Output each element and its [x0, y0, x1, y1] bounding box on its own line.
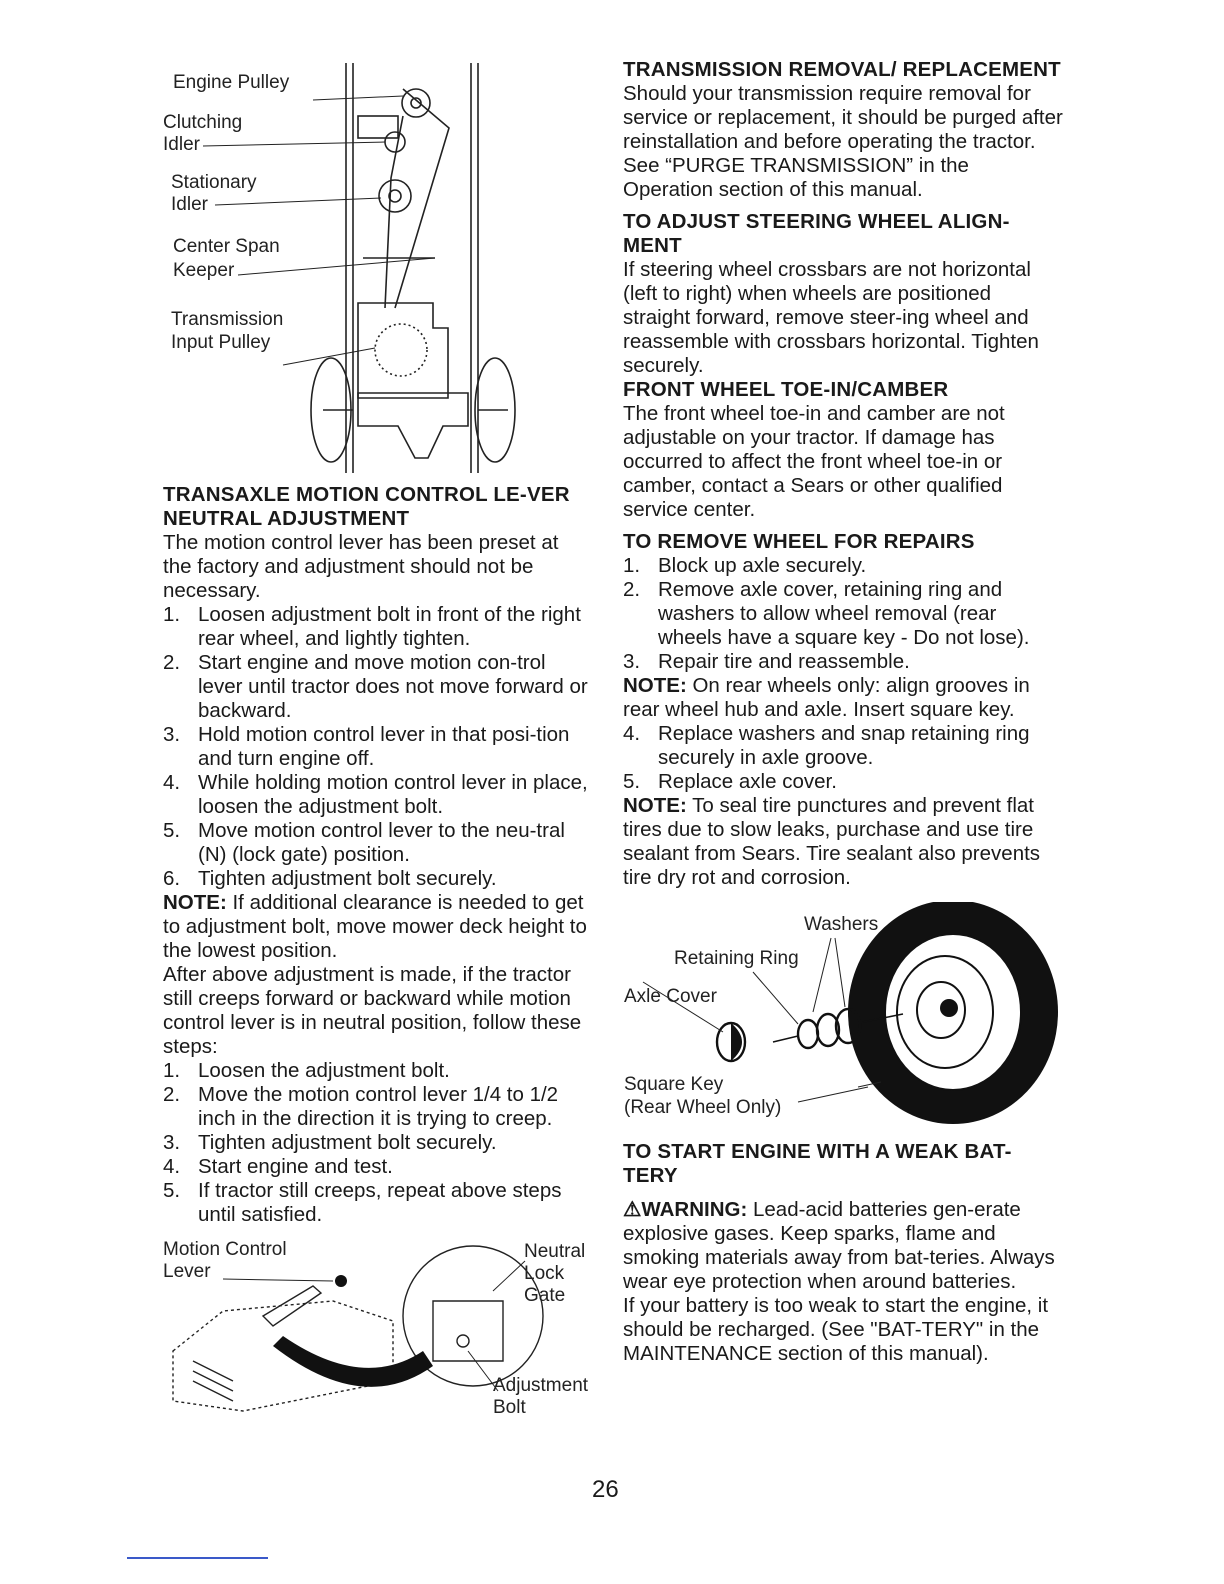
label-stationary: Stationary — [171, 172, 257, 193]
label-center-span: Center Span — [173, 236, 280, 257]
label-bolt: Bolt — [493, 1397, 526, 1418]
list-item: 4. Start engine and test. — [163, 1155, 393, 1178]
pulley-diagram — [163, 58, 588, 473]
label-input-pulley: Input Pulley — [171, 332, 271, 353]
remove-wheel-steps — [623, 554, 1063, 674]
transaxle-intro: The motion control lever has been preset at the factory and adjustment should not be necessary. — [163, 531, 559, 602]
page-number: 26 — [592, 1476, 619, 1503]
list-item: 3. Repair tire and reassemble. — [623, 650, 910, 673]
label-clutching: Clutching — [163, 112, 243, 133]
list-item: 1. Block up axle securely. — [623, 554, 867, 577]
list-item: 5. Replace axle cover. — [623, 770, 837, 793]
list-item: 6. Tighten adjustment bolt securely. — [163, 867, 497, 890]
list-item: 1. Loosen the adjustment bolt. — [163, 1059, 450, 1082]
label-lever: Lever — [163, 1261, 211, 1282]
bottom-divider — [127, 1557, 268, 1559]
remove-wheel-steps-b — [623, 722, 1063, 794]
wheel-diagram — [623, 902, 1063, 1132]
steering-text: If steering wheel crossbars are not horizontal (left to right) when wheels are positioned straight forward, remove steer-ing wheel and reassemble with crossbars horizontal. Tighten securely. — [623, 258, 1039, 377]
label-retaining-ring: Retaining Ring — [674, 948, 799, 969]
transmission-heading: TRANSMISSION REMOVAL/ REPLACEMENT — [623, 58, 1061, 81]
label-gate: Gate — [524, 1285, 566, 1306]
right-column — [623, 58, 1063, 1366]
weak-battery-text: If your battery is too weak to start the engine, it should be recharged. (See "BAT-TERY" in the MAINTENANCE section of this manual). — [623, 1294, 1049, 1365]
list-item: 2. Start engine and move motion con-trol lever until tractor does not move forward or backward. — [163, 651, 588, 722]
list-item: 4. Replace washers and snap retaining ring securely in axle groove. — [623, 722, 1030, 769]
toe-in-text: The front wheel toe-in and camber are not adjustable on your tractor. If damage has occurred to affect the front wheel toe-in or camber, contact a Sears or other qualified service center. — [623, 402, 1005, 521]
transaxle-note: NOTE: If additional clearance is needed to get to adjustment bolt, move mower deck height to the lowest position. — [163, 891, 587, 962]
label-washers: Washers — [804, 914, 879, 935]
list-item: 4. While holding motion control lever in place, loosen the adjustment bolt. — [163, 771, 588, 818]
list-item: 1. Loosen adjustment bolt in front of the right rear wheel, and lightly tighten. — [163, 603, 581, 650]
list-item: 3. Hold motion control lever in that posi-tion and turn engine off. — [163, 723, 570, 770]
toe-in-heading: FRONT WHEEL TOE-IN/CAMBER — [623, 378, 949, 401]
label-idler-1: Idler — [163, 134, 200, 155]
list-item: 5. Move motion control lever to the neu-tral (N) (lock gate) position. — [163, 819, 565, 866]
label-axle-cover: Axle Cover — [624, 986, 717, 1007]
list-item: 2. Move the motion control lever 1/4 to 1/2 inch in the direction it is trying to creep. — [163, 1083, 559, 1130]
transaxle-steps-2 — [163, 1059, 588, 1227]
list-item: 3. Tighten adjustment bolt securely. — [163, 1131, 497, 1154]
transaxle-steps — [163, 603, 588, 891]
warning-icon: ⚠ — [623, 1198, 642, 1221]
label-motion-control: Motion Control — [163, 1239, 287, 1260]
transaxle-heading: TRANSAXLE MOTION CONTROL LE-VER NEUTRAL ADJUSTMENT — [163, 483, 570, 530]
label-rear-wheel-only: (Rear Wheel Only) — [624, 1097, 782, 1118]
label-lock: Lock — [524, 1263, 565, 1284]
list-item: 2. Remove axle cover, retaining ring and washers to allow wheel removal (rear wheels have a square key - Do not lose). — [623, 578, 1030, 649]
label-engine-pulley: Engine Pulley — [173, 72, 290, 93]
weak-battery-heading: TO START ENGINE WITH A WEAK BAT-TERY — [623, 1140, 1012, 1187]
steering-heading: TO ADJUST STEERING WHEEL ALIGN-MENT — [623, 210, 1010, 257]
remove-wheel-note-2: NOTE: To seal tire punctures and prevent flat tires due to slow leaks, purchase and use tire sealant from Sears. Tire sealant also prevents tire dry rot and corrosion. — [623, 794, 1041, 889]
label-transmission: Transmission — [171, 309, 284, 330]
remove-wheel-heading: TO REMOVE WHEEL FOR REPAIRS — [623, 530, 975, 553]
label-neutral: Neutral — [524, 1241, 586, 1262]
motion-lever-diagram — [163, 1241, 603, 1431]
label-idler-2: Idler — [171, 194, 208, 215]
label-adjustment: Adjustment — [493, 1375, 589, 1396]
list-item: 5. If tractor still creeps, repeat above steps until satisfied. — [163, 1179, 562, 1226]
transaxle-after: After above adjustment is made, if the tractor still creeps forward or backward while motion control lever is in neutral position, follow these steps: — [163, 963, 582, 1058]
label-keeper: Keeper — [173, 260, 235, 281]
weak-battery-warning: ⚠WARNING: Lead-acid batteries gen-erate explosive gases. Keep sparks, flame and smoking materials away from bat-teries. Always wear eye protection when around batteries. — [623, 1198, 1055, 1293]
label-square-key: Square Key — [624, 1074, 724, 1095]
remove-wheel-note-1: NOTE: On rear wheels only: align grooves in rear wheel hub and axle. Insert square key. — [623, 674, 1030, 721]
transmission-text: Should your transmission require removal for service or replacement, it should be purged after reinstallation and before operating the tractor. See “PURGE TRANSMISSION” in the Operation section of this manual. — [623, 82, 1063, 201]
left-column — [163, 58, 588, 1431]
